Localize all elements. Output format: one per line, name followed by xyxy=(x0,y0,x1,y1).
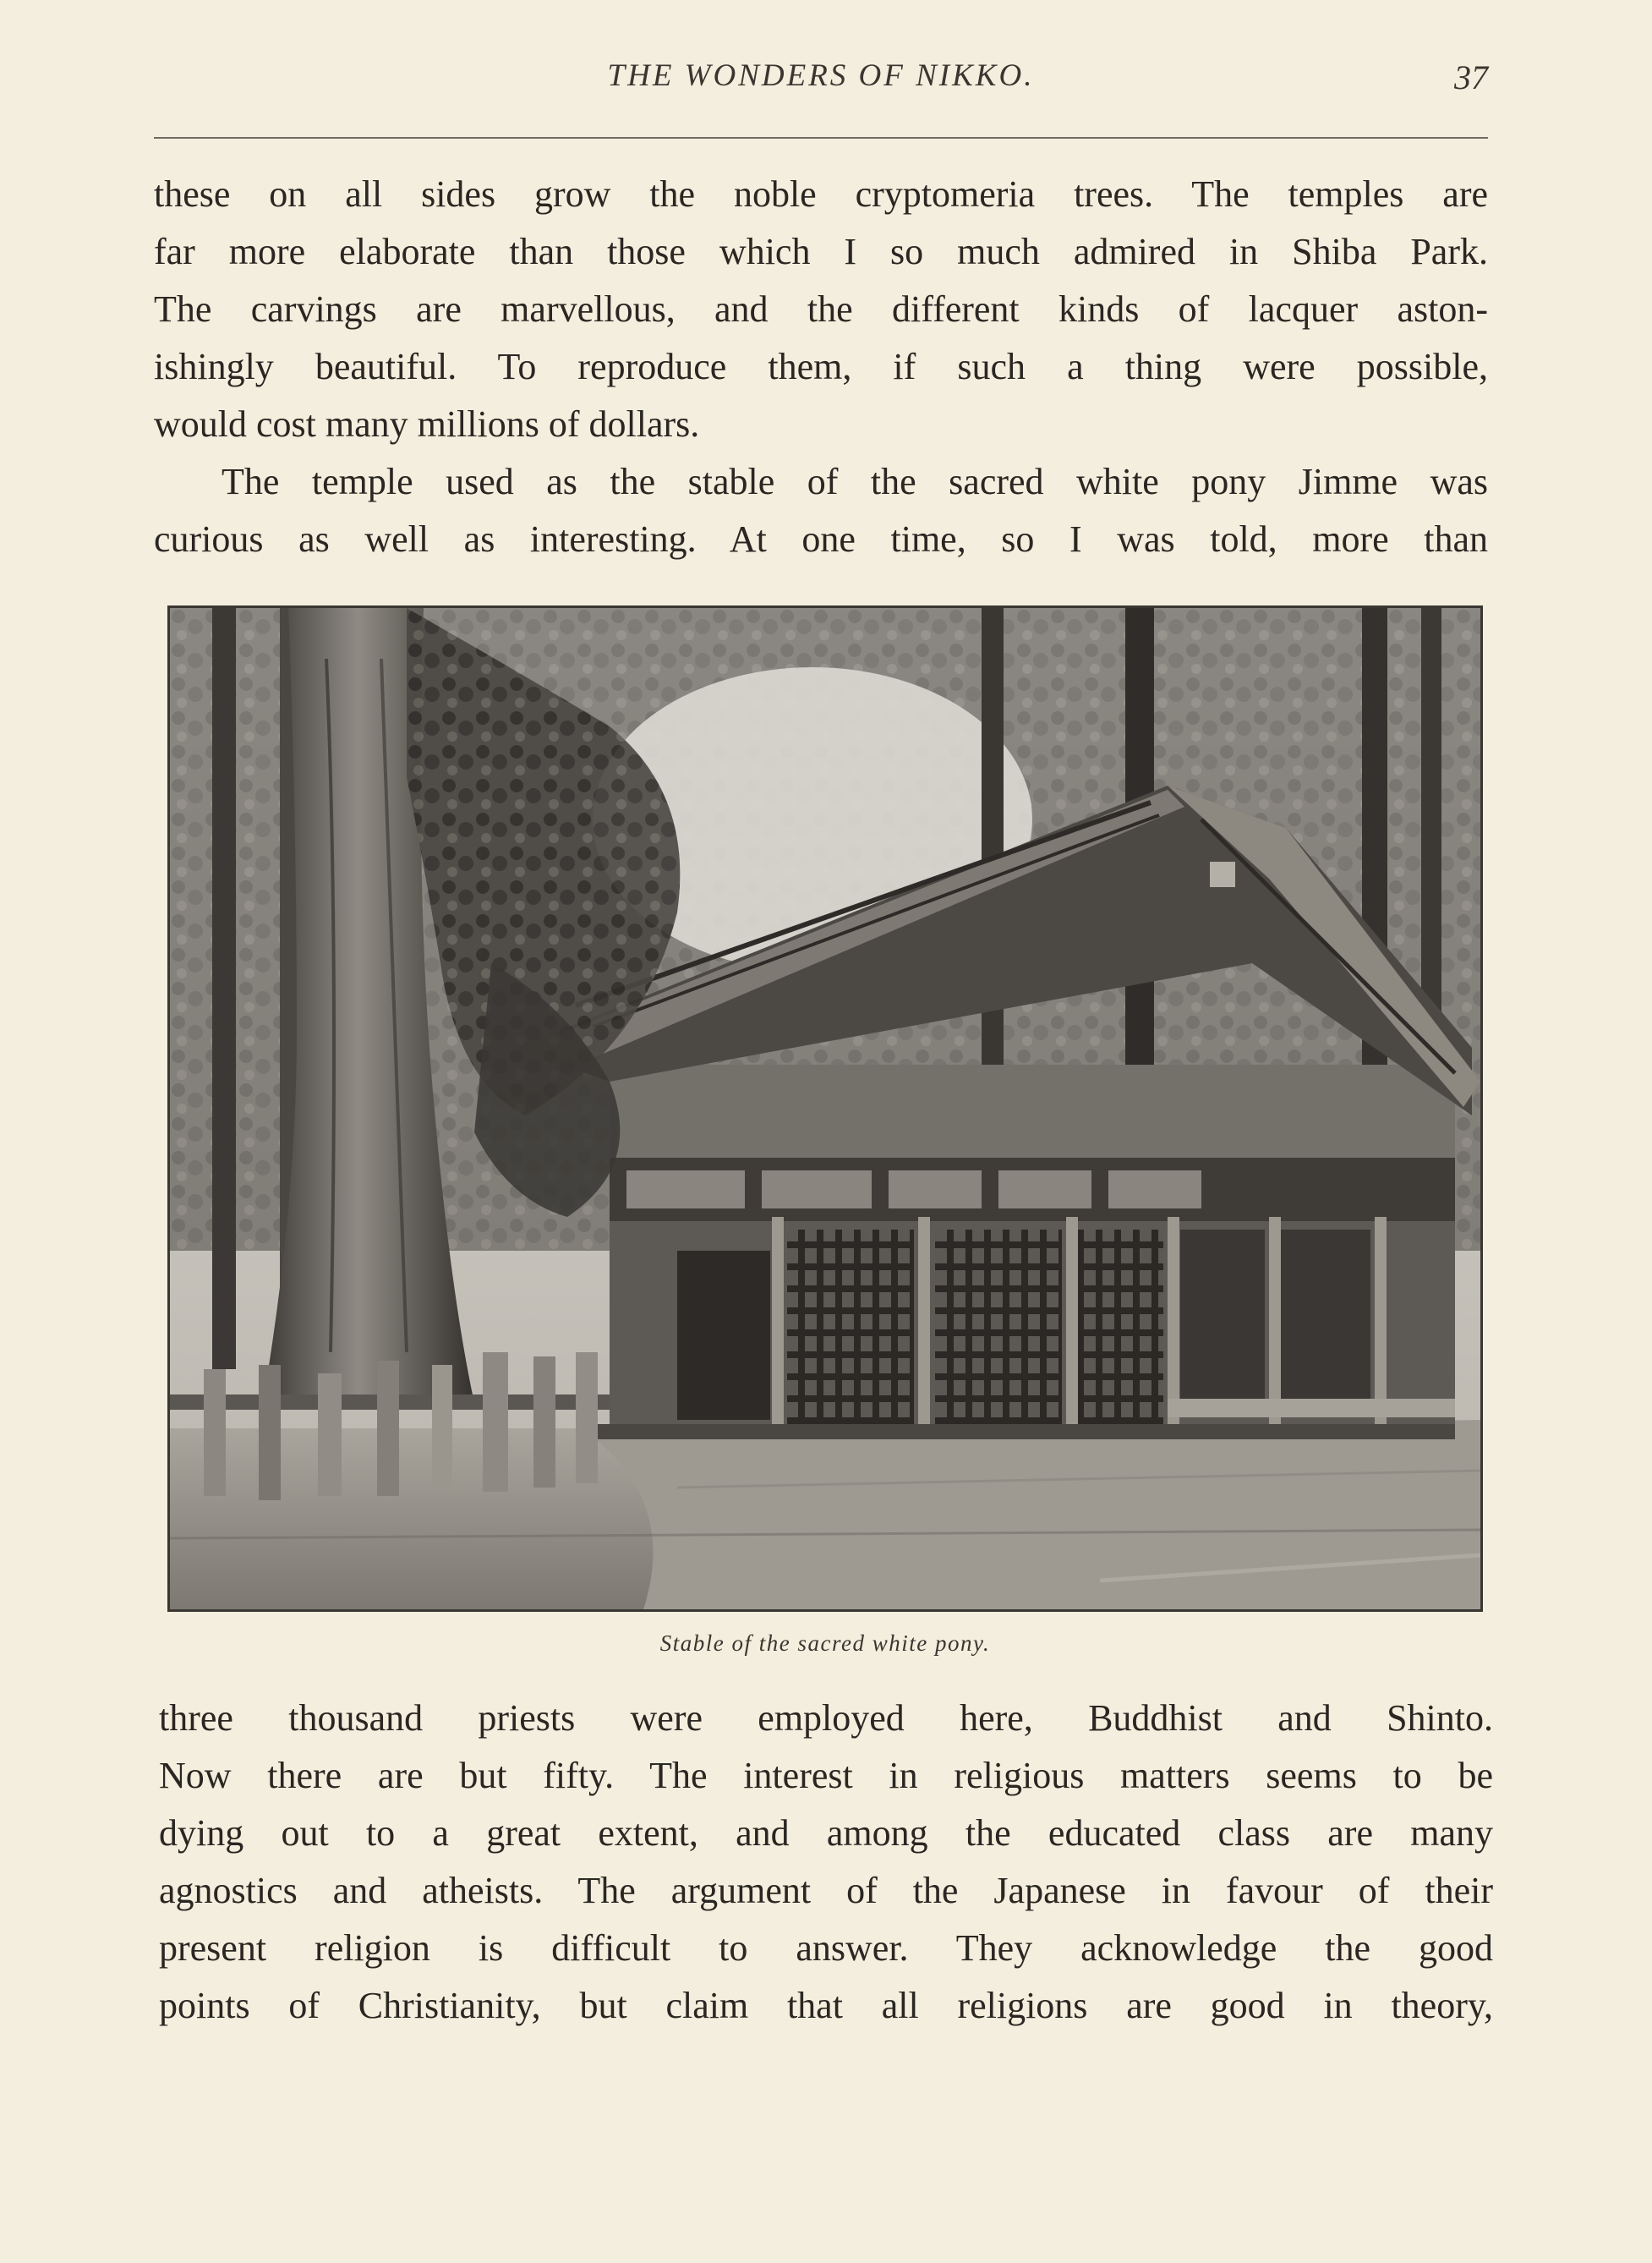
header-rule xyxy=(154,137,1488,139)
stable-photo-illustration xyxy=(170,608,1480,1609)
text-line: dying out to a great extent, and among the educated class are many xyxy=(159,1812,1493,1854)
running-title: THE WONDERS OF NIKKO. xyxy=(607,58,1035,93)
text-line: three thousand priests were employed here, Buddhist and Shinto. xyxy=(159,1697,1493,1739)
text-line: points of Christianity, but claim that all religions are good in theory, xyxy=(159,1985,1493,2026)
text-line: present religion is difficult to answer. They acknowledge the good xyxy=(159,1927,1493,1969)
page-number: 37 xyxy=(1454,58,1488,96)
text-line: far more elaborate than those which I so much admired in Shiba Park. xyxy=(154,231,1488,272)
body-text-top xyxy=(154,166,1488,568)
text-line: The temple used as the stable of the sacred white pony Jimme was xyxy=(222,461,1488,502)
text-line: ishingly beautiful. To reproduce them, if such a thing were possible, xyxy=(154,346,1488,387)
photograph-stable xyxy=(167,605,1483,1612)
text-line: these on all sides grow the noble cryptomeria trees. The temples are xyxy=(154,173,1488,215)
text-line: The carvings are marvellous, and the different kinds of lacquer aston- xyxy=(154,288,1488,330)
body-text-bottom xyxy=(159,1690,1493,2035)
text-line: Now there are but fifty. The interest in religious matters seems to be xyxy=(159,1755,1493,1796)
text-line: curious as well as interesting. At one time, so I was told, more than xyxy=(154,518,1488,560)
text-line: agnostics and atheists. The argument of the Japanese in favour of their xyxy=(159,1870,1493,1911)
figure-caption: Stable of the sacred white pony. xyxy=(659,1630,991,1656)
page-header xyxy=(154,58,1488,105)
text-line: would cost many millions of dollars. xyxy=(154,403,700,445)
